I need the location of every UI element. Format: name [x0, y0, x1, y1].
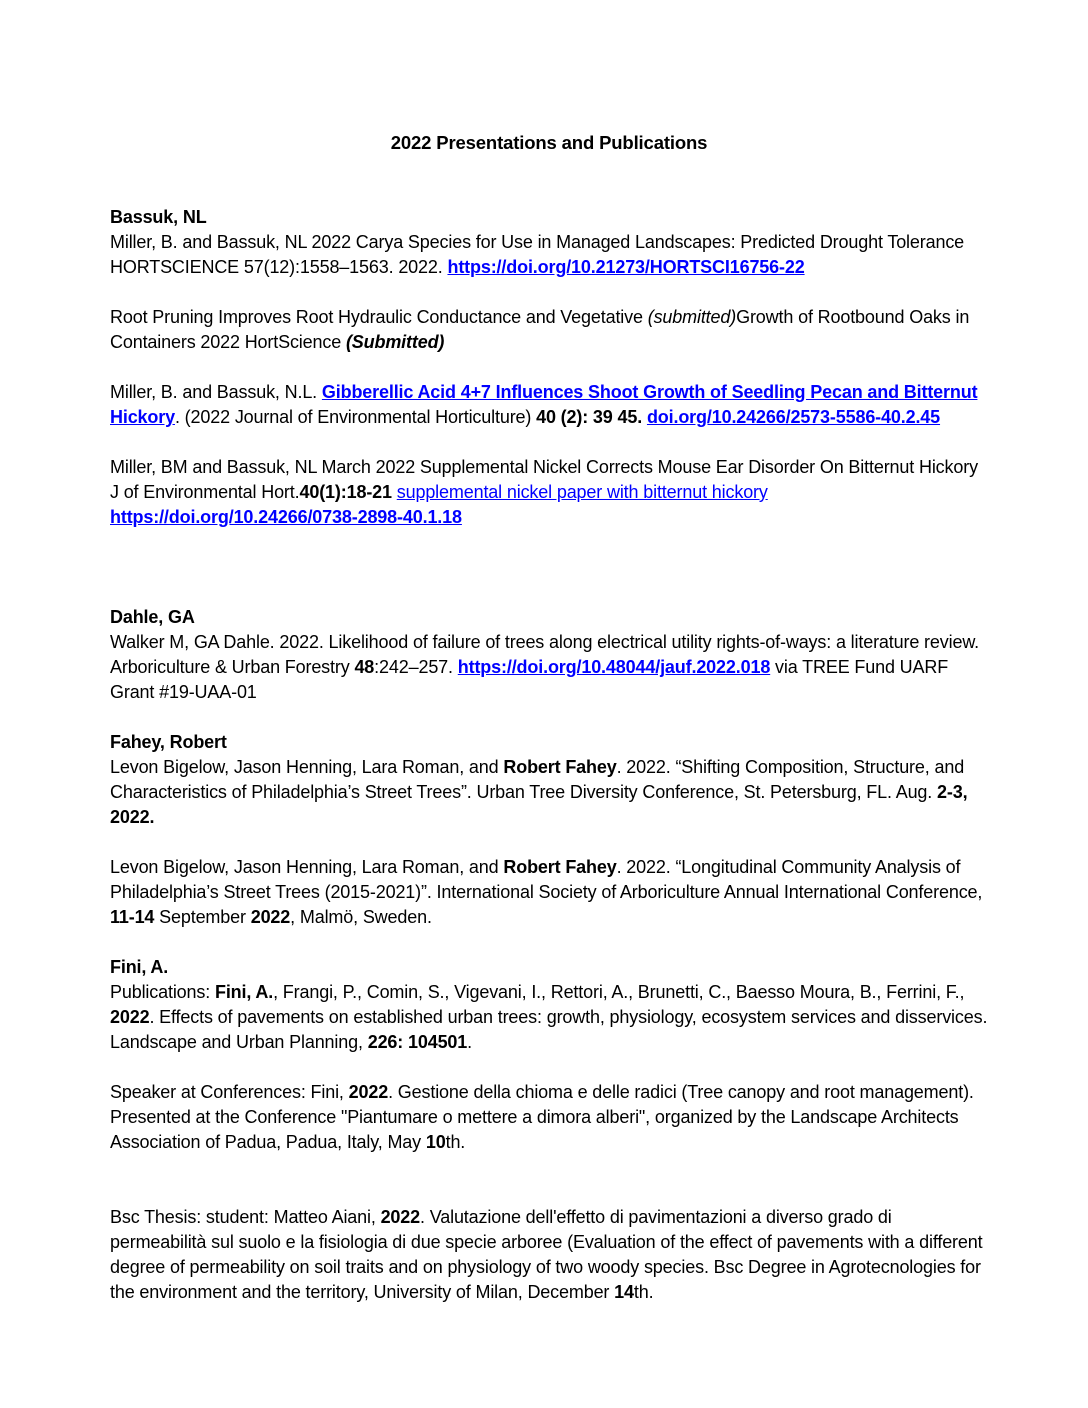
text-run: Robert Fahey: [503, 857, 617, 877]
text-run: 226: 104501: [367, 1032, 468, 1052]
text-run: Levon Bigelow, Jason Henning, Lara Roman, and: [110, 857, 504, 877]
text-run: 40(1):18-21: [299, 482, 392, 502]
text-run: 2022: [380, 1207, 421, 1227]
hyperlink[interactable]: https://doi.org/10.24266/0738-2898-40.1.18: [110, 507, 462, 527]
hyperlink[interactable]: doi.org/10.24266/2573-5586-40.2.45: [646, 407, 941, 427]
paragraph: [110, 855, 988, 930]
text-run: th.: [633, 1282, 654, 1302]
text-run: . Effects of pavements on established urban trees: growth, physiology, ecosystem services and disservices. Landscape and Urban Planning,: [110, 1007, 988, 1052]
paragraph: [110, 380, 988, 430]
text-run: September: [154, 907, 251, 927]
text-run: Miller, B. and Bassuk, N.L.: [110, 382, 322, 402]
paragraph: [110, 630, 988, 705]
text-run: . 2022. “Shifting Composition, Structure, and Characteristics of Philadelphia’s Street Trees”. Urban Tree Diversity Conference, St. Petersburg, FL. Aug.: [110, 757, 965, 802]
section-heading: Dahle, GA: [110, 607, 195, 627]
text-run: 48: [354, 657, 375, 677]
text-run: . (2022 Journal of Environmental Horticulture): [174, 407, 537, 427]
paragraph: [110, 305, 988, 355]
paragraph: [110, 1080, 988, 1155]
text-run: Walker M, GA Dahle. 2022. Likelihood of failure of trees along electrical utility rights-of-ways: a literature review. Arboriculture & Urban Forestry: [110, 632, 980, 677]
text-run: 2022: [110, 1007, 150, 1027]
text-run: . Valutazione dell'effetto di pavimentazioni a diverso grado di permeabilità sul suolo e la fisiologia di due specie arboree (Evaluation of the effect of pavements with a different degree of permeability on soil traits and on physiology of two woody species. Bsc Degree in Agrotecnologies for the environment and the territory, University of Milan, December: [110, 1207, 983, 1302]
paragraph: [110, 755, 988, 830]
text-run: Publications:: [110, 982, 215, 1002]
text-run: 40 (2): 39 45.: [536, 407, 643, 427]
hyperlink[interactable]: https://doi.org/10.48044/jauf.2022.018: [457, 657, 771, 677]
text-run: , Frangi, P., Comin, S., Vigevani, I., Rettori, A., Brunetti, C., Baesso Moura, B., Ferrini, F.,: [273, 982, 965, 1002]
text-run: Growth of Rootbound Oaks in Containers 2022 HortScience: [110, 307, 970, 352]
text-run: 2022: [250, 907, 291, 927]
text-run: :242–257.: [374, 657, 458, 677]
text-run: Speaker at Conferences: Fini,: [110, 1082, 349, 1102]
text-run: .: [467, 1032, 473, 1052]
paragraph: [110, 230, 988, 280]
text-run: Fini, A.: [214, 982, 274, 1002]
text-run: 10: [425, 1132, 446, 1152]
text-run: 2022: [348, 1082, 389, 1102]
hyperlink[interactable]: https://doi.org/10.21273/HORTSCI16756-22: [447, 257, 805, 277]
text-run: th.: [445, 1132, 466, 1152]
hyperlink[interactable]: supplemental nickel paper with bitternut hickory: [396, 482, 768, 502]
text-run: , Malmö, Sweden.: [290, 907, 432, 927]
document-title: 2022 Presentations and Publications: [390, 132, 708, 153]
paragraph: [110, 1205, 988, 1305]
text-run: (submitted): [647, 307, 737, 327]
text-run: . Gestione della chioma e delle radici (Tree canopy and root management). Presented at the Conference "Piantumare o mettere a dimora alberi", organized by the Landscape Architects Association of Padua, Padua, Italy, May: [110, 1082, 974, 1152]
text-run: Miller, B. and Bassuk, NL 2022 Carya Species for Use in Managed Landscapes: Predicted Drought Tolerance HORTSCIENCE 57(12):1558–1563. 2022.: [110, 232, 965, 277]
text-run: Miller, BM and Bassuk, NL March 2022 Supplemental Nickel Corrects Mouse Ear Disorder On Bitternut Hickory J of Environmental Hort.: [110, 457, 978, 502]
section-heading: Fini, A.: [110, 957, 169, 977]
text-run: 11-14: [110, 907, 155, 927]
text-run: 2-3, 2022.: [110, 782, 968, 827]
section-heading: Fahey, Robert: [110, 732, 227, 752]
text-run: Bsc Thesis: student: Matteo Aiani,: [110, 1207, 381, 1227]
text-run: (Submitted): [345, 332, 445, 352]
text-run: via TREE Fund UARF Grant #19-UAA-01: [110, 657, 949, 702]
text-run: Robert Fahey: [503, 757, 617, 777]
section-heading: Bassuk, NL: [110, 207, 207, 227]
paragraph: [110, 980, 988, 1055]
text-run: Root Pruning Improves Root Hydraulic Conductance and Vegetative: [110, 307, 648, 327]
sections: [110, 205, 988, 1305]
hyperlink[interactable]: Gibberellic Acid 4+7 Influences Shoot Growth of Seedling Pecan and Bitternut Hickory: [110, 382, 978, 427]
text-run: Levon Bigelow, Jason Henning, Lara Roman, and: [110, 757, 504, 777]
text-run: . 2022. “Longitudinal Community Analysis of Philadelphia’s Street Trees (2015-2021)”. International Society of Arboriculture Annual International Conference,: [110, 857, 983, 902]
text-run: 14: [614, 1282, 634, 1302]
paragraph: [110, 455, 988, 530]
